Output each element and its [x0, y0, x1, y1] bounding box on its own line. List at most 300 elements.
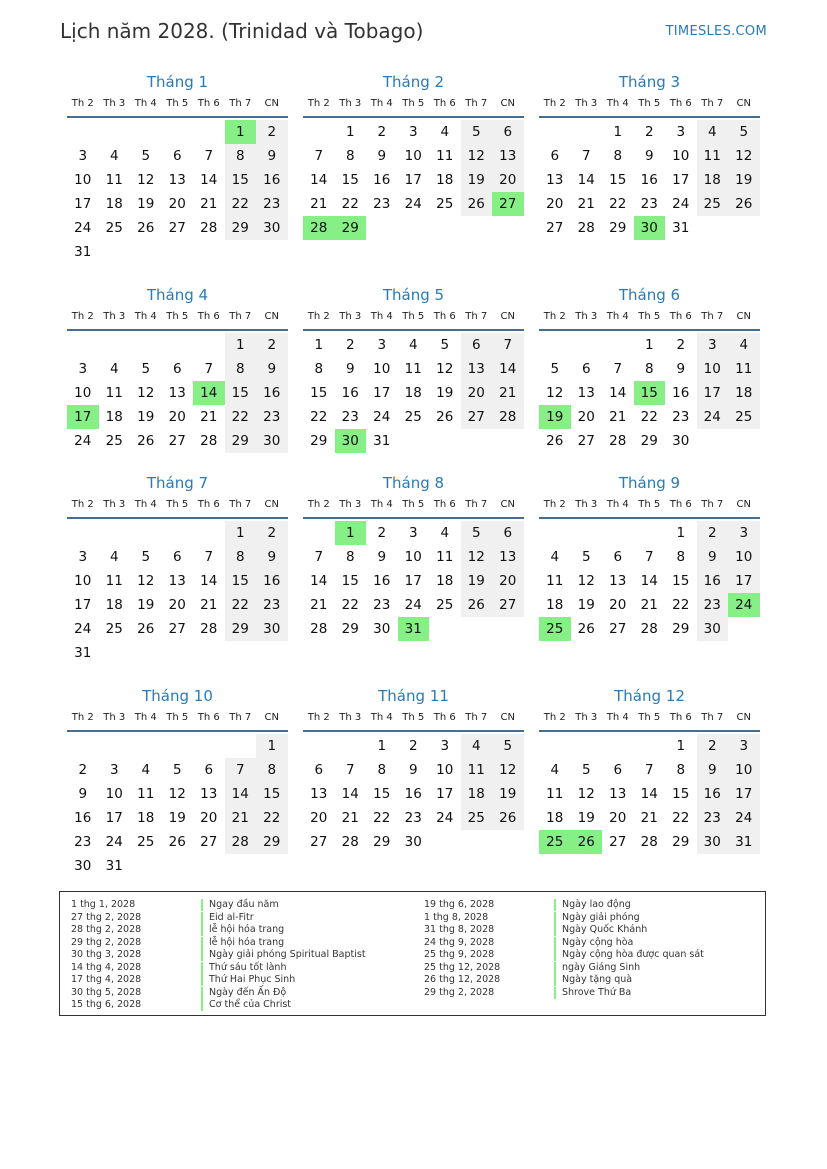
header-rule [67, 329, 288, 331]
day-cell: 7 [644, 762, 654, 778]
day-cell: 14 [200, 172, 218, 188]
weekday-header: Th 7 [465, 499, 488, 510]
day-cell: 2 [345, 337, 355, 353]
day-cell: 22 [225, 405, 257, 429]
weekday-header: Th 7 [701, 499, 724, 510]
day-cell: 29 [341, 621, 359, 637]
month-name: Tháng 8 [382, 474, 445, 492]
day-cell: 24 [404, 196, 422, 212]
day-cell: 23 [373, 196, 391, 212]
month-name: Tháng 6 [618, 286, 681, 304]
day-cell: 23 [697, 593, 729, 617]
day-cell: 7 [581, 148, 591, 164]
weekday-header: Th 2 [307, 499, 330, 510]
day-cell: 28 [225, 830, 257, 854]
day-cell: 4 [408, 337, 418, 353]
weekday-header: Th 6 [197, 499, 220, 510]
day-cell: 20 [461, 381, 493, 405]
day-cell: 18 [436, 172, 454, 188]
day-cell: 16 [341, 385, 359, 401]
day-cell: 20 [546, 196, 564, 212]
month-name: Tháng 5 [382, 286, 445, 304]
day-cell: 26 [577, 621, 595, 637]
day-cell: 16 [373, 172, 391, 188]
day-cell: 6 [492, 521, 524, 545]
day-cell: 7 [204, 549, 214, 565]
day-cell: 13 [168, 573, 186, 589]
day-cell: 4 [697, 120, 729, 144]
day-cell: 13 [577, 385, 595, 401]
header-rule [67, 116, 288, 118]
day-cell: 29 [672, 834, 690, 850]
day-cell: 22 [256, 806, 288, 830]
day-cell: 24 [373, 409, 391, 425]
day-cell: 16 [697, 569, 729, 593]
day-cell: 14 [341, 786, 359, 802]
legend-holiday-name: lễ hội hóa trang [201, 937, 284, 949]
day-cell: 17 [373, 385, 391, 401]
day-cell: 5 [581, 762, 591, 778]
legend-date: 29 thg 2, 2028 [71, 936, 142, 948]
day-cell: 28 [492, 405, 524, 429]
day-cell: 17 [105, 810, 123, 826]
weekday-header: Th 2 [71, 311, 94, 322]
day-cell: 23 [341, 409, 359, 425]
day-cell: 18 [697, 168, 729, 192]
day-cell: 5 [461, 521, 493, 545]
day-cell: 16 [672, 385, 690, 401]
holiday-day-cell: 14 [193, 381, 225, 405]
day-cell: 2 [78, 762, 88, 778]
day-cell: 5 [461, 120, 493, 144]
day-cell: 7 [314, 549, 324, 565]
day-cell: 4 [440, 525, 450, 541]
day-cell: 17 [74, 597, 92, 613]
weekday-header: Th 7 [229, 311, 252, 322]
day-cell: 24 [74, 621, 92, 637]
legend-holiday-name: Ngày cộng hòa được quan sát [554, 949, 704, 961]
day-cell: 3 [377, 337, 387, 353]
day-cell: 29 [310, 433, 328, 449]
legend-date: 30 thg 3, 2028 [71, 949, 142, 960]
day-cell: 29 [609, 220, 627, 236]
holiday-day-cell: 27 [492, 192, 524, 216]
weekday-header: Th 7 [465, 311, 488, 322]
weekday-header: Th 3 [103, 712, 126, 723]
day-cell: 30 [74, 858, 92, 874]
weekday-header: Th 5 [402, 98, 425, 109]
day-cell: 11 [137, 786, 155, 802]
day-cell: 7 [225, 758, 257, 782]
day-cell: 5 [141, 148, 151, 164]
holiday-day-cell: 17 [67, 405, 99, 429]
day-cell: 30 [672, 433, 690, 449]
day-cell: 14 [609, 385, 627, 401]
day-cell: 2 [256, 521, 288, 545]
day-cell: 10 [74, 573, 92, 589]
day-cell: 23 [256, 405, 288, 429]
day-cell: 27 [577, 433, 595, 449]
day-cell: 8 [613, 148, 623, 164]
day-cell: 31 [74, 244, 92, 260]
day-cell: 9 [345, 361, 355, 377]
day-cell: 21 [200, 409, 218, 425]
day-cell: 13 [461, 357, 493, 381]
header-rule [303, 329, 524, 331]
day-cell: 1 [676, 525, 686, 541]
day-cell: 9 [408, 762, 418, 778]
day-cell: 30 [373, 621, 391, 637]
header-rule [539, 329, 760, 331]
day-cell: 27 [168, 220, 186, 236]
day-cell: 29 [672, 621, 690, 637]
header-rule [67, 517, 288, 519]
day-cell: 9 [697, 545, 729, 569]
day-cell: 10 [74, 172, 92, 188]
day-cell: 14 [225, 782, 257, 806]
weekday-header: Th 2 [71, 499, 94, 510]
weekday-header: Th 6 [433, 712, 456, 723]
weekday-header: Th 7 [701, 311, 724, 322]
day-cell: 25 [728, 405, 760, 429]
day-cell: 12 [137, 573, 155, 589]
day-cell: 6 [314, 762, 324, 778]
day-cell: 6 [172, 361, 182, 377]
day-cell: 13 [200, 786, 218, 802]
day-cell: 20 [168, 409, 186, 425]
weekday-header: CN [264, 499, 279, 510]
brand-link[interactable]: TIMESLES.COM [665, 24, 767, 39]
day-cell: 21 [341, 810, 359, 826]
day-cell: 24 [74, 433, 92, 449]
day-cell: 13 [168, 172, 186, 188]
day-cell: 6 [581, 361, 591, 377]
weekday-header: Th 6 [433, 98, 456, 109]
weekday-header: Th 4 [370, 712, 393, 723]
day-cell: 4 [440, 124, 450, 140]
day-cell: 15 [672, 573, 690, 589]
day-cell: 4 [109, 549, 119, 565]
day-cell: 28 [640, 834, 658, 850]
day-cell: 22 [640, 409, 658, 425]
day-cell: 14 [640, 786, 658, 802]
weekday-header: Th 3 [575, 98, 598, 109]
day-cell: 30 [404, 834, 422, 850]
day-cell: 14 [640, 573, 658, 589]
day-cell: 5 [172, 762, 182, 778]
day-cell: 5 [581, 549, 591, 565]
day-cell: 27 [546, 220, 564, 236]
weekday-header: Th 5 [402, 499, 425, 510]
weekday-header: CN [736, 98, 751, 109]
day-cell: 13 [609, 573, 627, 589]
day-cell: 6 [172, 549, 182, 565]
day-cell: 10 [697, 357, 729, 381]
day-cell: 15 [256, 782, 288, 806]
month-name: Tháng 4 [146, 286, 209, 304]
day-cell: 16 [404, 786, 422, 802]
day-cell: 1 [377, 738, 387, 754]
day-cell: 19 [461, 569, 493, 593]
day-cell: 24 [436, 810, 454, 826]
weekday-header: Th 6 [197, 311, 220, 322]
day-cell: 10 [105, 786, 123, 802]
day-cell: 25 [436, 597, 454, 613]
day-cell: 21 [310, 196, 328, 212]
day-cell: 26 [728, 192, 760, 216]
weekday-header: CN [264, 712, 279, 723]
day-cell: 3 [78, 549, 88, 565]
day-cell: 1 [314, 337, 324, 353]
day-cell: 10 [74, 385, 92, 401]
day-cell: 27 [609, 621, 627, 637]
day-cell: 19 [577, 810, 595, 826]
day-cell: 19 [436, 385, 454, 401]
weekday-header: Th 2 [307, 98, 330, 109]
day-cell: 4 [141, 762, 151, 778]
day-cell: 3 [676, 124, 686, 140]
legend-holiday-name: Ngày cộng hòa [554, 937, 633, 949]
day-cell: 25 [105, 220, 123, 236]
day-cell: 30 [697, 830, 729, 854]
day-cell: 12 [461, 144, 493, 168]
day-cell: 12 [168, 786, 186, 802]
day-cell: 8 [225, 357, 257, 381]
day-cell: 2 [697, 734, 729, 758]
weekday-header: Th 2 [71, 712, 94, 723]
day-cell: 3 [408, 124, 418, 140]
day-cell: 8 [345, 148, 355, 164]
day-cell: 25 [697, 192, 729, 216]
day-cell: 9 [676, 361, 686, 377]
day-cell: 11 [105, 172, 123, 188]
day-cell: 11 [105, 385, 123, 401]
legend-holiday-name: Ngày đến Ấn Độ [201, 987, 286, 999]
weekday-header: Th 2 [307, 311, 330, 322]
day-cell: 23 [697, 806, 729, 830]
day-cell: 8 [644, 361, 654, 377]
day-cell: 7 [204, 361, 214, 377]
day-cell: 25 [436, 196, 454, 212]
legend-date: 25 thg 12, 2028 [424, 961, 501, 973]
day-cell: 21 [577, 196, 595, 212]
weekday-header: Th 2 [543, 98, 566, 109]
day-cell: 2 [408, 738, 418, 754]
weekday-header: Th 3 [339, 98, 362, 109]
day-cell: 26 [137, 433, 155, 449]
month-name: Tháng 9 [618, 474, 681, 492]
day-cell: 26 [137, 220, 155, 236]
day-cell: 10 [404, 148, 422, 164]
day-cell: 8 [676, 549, 686, 565]
day-cell: 11 [546, 786, 564, 802]
day-cell: 25 [404, 409, 422, 425]
day-cell: 6 [613, 762, 623, 778]
weekday-header: Th 4 [370, 499, 393, 510]
day-cell: 15 [225, 381, 257, 405]
day-cell: 22 [341, 196, 359, 212]
weekday-header: Th 5 [638, 712, 661, 723]
weekday-header: Th 2 [543, 311, 566, 322]
day-cell: 2 [377, 525, 387, 541]
day-cell: 29 [256, 830, 288, 854]
day-cell: 20 [609, 597, 627, 613]
header-rule [303, 517, 524, 519]
day-cell: 3 [78, 148, 88, 164]
day-cell: 29 [373, 834, 391, 850]
day-cell: 24 [672, 196, 690, 212]
weekday-header: Th 7 [465, 712, 488, 723]
day-cell: 11 [697, 144, 729, 168]
day-cell: 18 [728, 381, 760, 405]
holiday-day-cell: 15 [634, 381, 666, 405]
month-name: Tháng 11 [378, 687, 449, 705]
day-cell: 26 [546, 433, 564, 449]
weekday-header: Th 7 [229, 98, 252, 109]
day-cell: 1 [225, 333, 257, 357]
day-cell: 19 [137, 409, 155, 425]
day-cell: 11 [436, 148, 454, 164]
month-name: Tháng 3 [618, 73, 681, 91]
weekday-header: Th 3 [103, 98, 126, 109]
weekday-header: Th 7 [465, 98, 488, 109]
day-cell: 12 [461, 545, 493, 569]
day-cell: 19 [728, 168, 760, 192]
day-cell: 8 [345, 549, 355, 565]
weekday-header: Th 5 [166, 712, 189, 723]
weekday-header: Th 3 [575, 311, 598, 322]
day-cell: 24 [74, 220, 92, 236]
day-cell: 26 [168, 834, 186, 850]
weekday-header: Th 6 [669, 311, 692, 322]
day-cell: 12 [492, 758, 524, 782]
day-cell: 28 [200, 220, 218, 236]
day-cell: 19 [137, 597, 155, 613]
day-cell: 20 [200, 810, 218, 826]
day-cell: 31 [672, 220, 690, 236]
day-cell: 21 [492, 381, 524, 405]
day-cell: 1 [613, 124, 623, 140]
day-cell: 2 [256, 333, 288, 357]
holiday-day-cell: 25 [539, 830, 571, 854]
day-cell: 18 [105, 196, 123, 212]
day-cell: 20 [577, 409, 595, 425]
weekday-header: Th 6 [433, 311, 456, 322]
day-cell: 16 [256, 569, 288, 593]
day-cell: 25 [137, 834, 155, 850]
day-cell: 12 [728, 144, 760, 168]
holiday-day-cell: 30 [634, 216, 666, 240]
day-cell: 30 [256, 216, 288, 240]
weekday-header: Th 4 [606, 499, 629, 510]
day-cell: 12 [577, 786, 595, 802]
holiday-day-cell: 31 [398, 617, 430, 641]
day-cell: 28 [310, 621, 328, 637]
day-cell: 2 [644, 124, 654, 140]
day-cell: 23 [74, 834, 92, 850]
day-cell: 21 [310, 597, 328, 613]
day-cell: 19 [577, 597, 595, 613]
legend-holiday-name: Ngày giải phóng [554, 912, 640, 924]
month-name: Tháng 7 [146, 474, 209, 492]
weekday-header: Th 7 [701, 98, 724, 109]
day-cell: 14 [200, 573, 218, 589]
day-cell: 9 [644, 148, 654, 164]
legend-date: 17 thg 4, 2028 [71, 974, 142, 985]
day-cell: 17 [728, 569, 760, 593]
holiday-day-cell: 26 [571, 830, 603, 854]
day-cell: 14 [310, 172, 328, 188]
day-cell: 27 [609, 834, 627, 850]
day-cell: 12 [137, 172, 155, 188]
day-cell: 28 [200, 621, 218, 637]
month-name: Tháng 1 [146, 73, 209, 91]
legend-date: 27 thg 2, 2028 [71, 911, 142, 923]
day-cell: 19 [461, 168, 493, 192]
day-cell: 4 [728, 333, 760, 357]
day-cell: 10 [728, 545, 760, 569]
day-cell: 9 [697, 758, 729, 782]
day-cell: 31 [373, 433, 391, 449]
weekday-header: Th 3 [339, 499, 362, 510]
legend-date: 25 thg 9, 2028 [424, 949, 495, 960]
day-cell: 3 [697, 333, 729, 357]
day-cell: 11 [436, 549, 454, 565]
legend-date: 15 thg 6, 2028 [71, 999, 142, 1010]
day-cell: 7 [492, 333, 524, 357]
day-cell: 3 [109, 762, 119, 778]
day-cell: 17 [404, 172, 422, 188]
weekday-header: Th 5 [638, 311, 661, 322]
day-cell: 5 [141, 549, 151, 565]
legend-date: 30 thg 5, 2028 [71, 986, 142, 998]
weekday-header: Th 3 [575, 499, 598, 510]
day-cell: 5 [440, 337, 450, 353]
weekday-header: Th 6 [433, 499, 456, 510]
day-cell: 21 [200, 196, 218, 212]
day-cell: 18 [546, 810, 564, 826]
day-cell: 30 [256, 429, 288, 453]
day-cell: 6 [172, 148, 182, 164]
legend-date: 28 thg 2, 2028 [71, 924, 142, 935]
day-cell: 20 [310, 810, 328, 826]
day-cell: 3 [440, 738, 450, 754]
weekday-header: Th 2 [307, 712, 330, 723]
weekday-header: Th 5 [402, 311, 425, 322]
weekday-header: Th 5 [166, 98, 189, 109]
weekday-header: Th 5 [402, 712, 425, 723]
day-cell: 21 [200, 597, 218, 613]
weekday-header: Th 4 [370, 98, 393, 109]
day-cell: 18 [436, 573, 454, 589]
day-cell: 29 [225, 429, 257, 453]
weekday-header: Th 4 [134, 98, 157, 109]
weekday-header: Th 4 [134, 499, 157, 510]
weekday-header: CN [500, 311, 515, 322]
day-cell: 28 [200, 433, 218, 449]
day-cell: 16 [256, 168, 288, 192]
day-cell: 1 [256, 734, 288, 758]
holiday-legend [59, 891, 766, 1016]
day-cell: 24 [697, 405, 729, 429]
day-cell: 6 [204, 762, 214, 778]
day-cell: 30 [256, 617, 288, 641]
day-cell: 13 [492, 144, 524, 168]
day-cell: 24 [404, 597, 422, 613]
weekday-header: Th 4 [606, 98, 629, 109]
day-cell: 7 [345, 762, 355, 778]
weekday-header: Th 3 [575, 712, 598, 723]
